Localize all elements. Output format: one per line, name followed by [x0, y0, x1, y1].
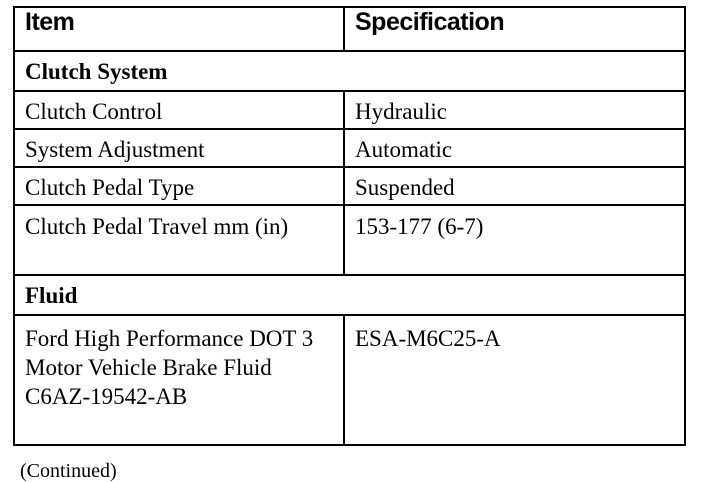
- item-cell: System Adjustment: [14, 129, 344, 167]
- continued-note: (Continued): [20, 460, 117, 482]
- section-row-fluid: [14, 275, 685, 315]
- section-row-clutch-system: [14, 51, 685, 91]
- table-row: [14, 315, 685, 445]
- specification-table: [13, 6, 686, 446]
- item-cell: Clutch Pedal Travel mm (in): [14, 205, 344, 275]
- header-specification: Specification: [344, 7, 685, 51]
- section-title-clutch-system: Clutch System: [14, 51, 685, 91]
- header-item: Item: [14, 7, 344, 51]
- table-row: [14, 91, 685, 129]
- item-cell: Ford High Performance DOT 3 Motor Vehicle Brake Fluid C6AZ-19542-AB: [14, 315, 344, 445]
- table-row: [14, 205, 685, 275]
- item-cell: Clutch Pedal Type: [14, 167, 344, 205]
- spec-cell: Automatic: [344, 129, 685, 167]
- spec-cell: 153-177 (6-7): [344, 205, 685, 275]
- table-row: [14, 129, 685, 167]
- table-header-row: [14, 7, 685, 51]
- spec-cell: ESA-M6C25-A: [344, 315, 685, 445]
- table-row: [14, 167, 685, 205]
- section-title-fluid: Fluid: [14, 275, 685, 315]
- spec-cell: Hydraulic: [344, 91, 685, 129]
- spec-cell: Suspended: [344, 167, 685, 205]
- item-cell: Clutch Control: [14, 91, 344, 129]
